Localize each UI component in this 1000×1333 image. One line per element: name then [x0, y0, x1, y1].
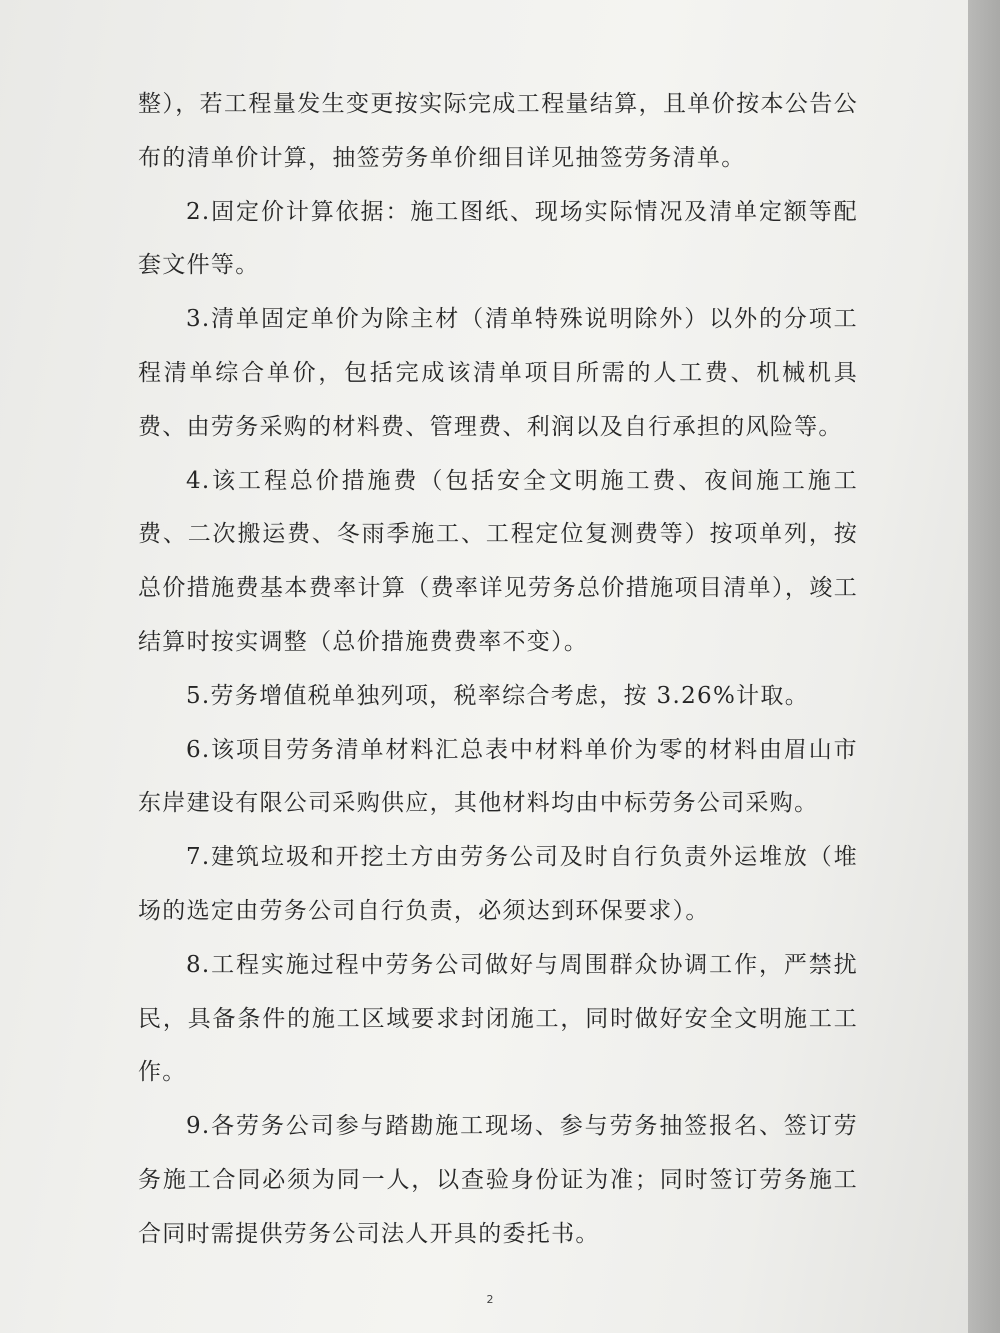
page-number: 2: [486, 1293, 494, 1306]
paragraph-item-6: 6.该项目劳务清单材料汇总表中材料单价为零的材料由眉山市东岸建设有限公司采购供应，其他材料均由中标劳务公司采购。: [138, 736, 858, 817]
paragraph-continuation: 整），若工程量发生变更按实际完成工程量结算，且单价按本公告公布的清单价计算，抽签劳务单价细目详见抽签劳务清单。: [138, 91, 858, 171]
paragraph-item-9: 9.各劳务公司参与踏勘施工现场、参与劳务抽签报名、签订劳务施工合同必须为同一人，以查验身份证为准；同时签订劳务施工合同时需提供劳务公司法人开具的委托书。: [138, 1113, 858, 1247]
paragraph-item-5: 5.劳务增值税单独列项，税率综合考虑，按 3.26%计取。: [186, 682, 810, 709]
document-body: [138, 78, 858, 1262]
page-edge-shadow: [968, 0, 1000, 1333]
paragraph-item-2: 2.固定价计算依据：施工图纸、现场实际情况及清单定额等配套文件等。: [138, 198, 858, 279]
paragraph-item-7: 7.建筑垃圾和开挖土方由劳务公司及时自行负责外运堆放（堆场的选定由劳务公司自行负责，必须达到环保要求）。: [138, 844, 858, 924]
paragraph-item-3: 3.清单固定单价为除主材（清单特殊说明除外）以外的分项工程清单综合单价，包括完成该清单项目所需的人工费、机械机具费、由劳务采购的材料费、管理费、利润以及自行承担的风险等。: [138, 306, 858, 440]
paragraph-item-4: 4.该工程总价措施费（包括安全文明施工费、夜间施工施工费、二次搬运费、冬雨季施工、工程定位复测费等）按项单列，按总价措施费基本费率计算（费率详见劳务总价措施项目清单），竣工结算时按实调整（总价措施费费率不变）。: [138, 467, 858, 655]
paragraph-item-8: 8.工程实施过程中劳务公司做好与周围群众协调工作，严禁扰民，具备条件的施工区域要求封闭施工，同时做好安全文明施工工作。: [138, 951, 858, 1086]
